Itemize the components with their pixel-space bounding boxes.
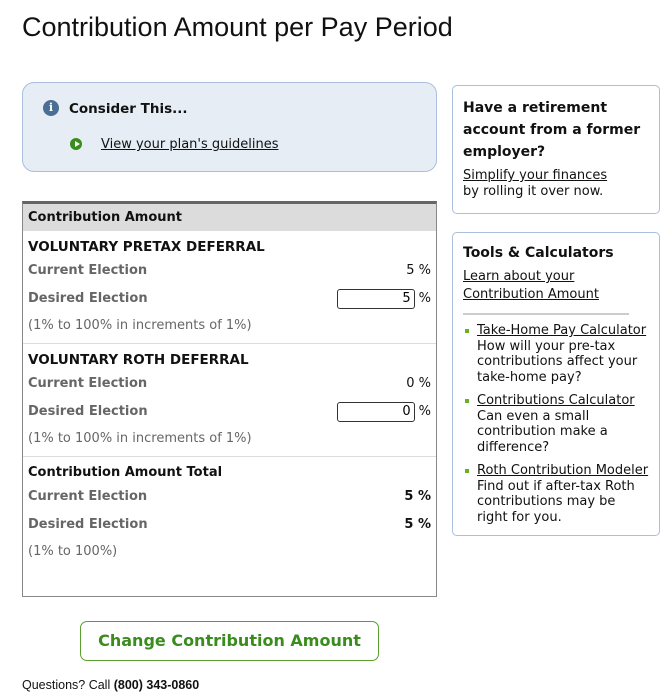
unit: % [418,291,431,306]
unit: % [418,404,431,419]
range-note: (1% to 100% in increments of 1%) [28,431,252,446]
section-title: Contribution Amount Total [28,465,223,480]
tool-item [463,323,649,385]
tools-heading: Tools & Calculators [463,245,614,261]
pretax-desired-input[interactable] [337,289,415,309]
tool-item [463,393,649,455]
consider-heading: Consider This... [69,101,188,117]
total-desired-value: 5 % [404,517,431,532]
footer-questions [22,678,199,692]
tools-panel [452,232,660,536]
tool-description: How will your pre-tax contributions affect your take-home pay? [477,338,638,385]
table-header: Contribution Amount [23,204,436,231]
desired-election-label: Desired Election [28,517,148,532]
roth-contribution-modeler-link[interactable]: Roth Contribution Modeler [477,463,649,478]
desired-election-label: Desired Election [28,404,148,419]
contributions-calculator-link[interactable]: Contributions Calculator [477,393,635,408]
range-note: (1% to 100%) [28,544,118,559]
roth-section [23,344,436,457]
change-contribution-button[interactable]: Change Contribution Amount [80,621,379,661]
current-election-label: Current Election [28,489,148,504]
total-current-value: 5 % [404,489,431,504]
tool-description: Find out if after-tax Roth contributions may be right for you. [477,478,635,525]
rollover-heading: Have a retirement account from a former employer? [463,100,641,160]
questions-label: Questions? Call [22,678,111,692]
section-title: VOLUNTARY ROTH DEFERRAL [28,352,249,368]
current-election-value: 0 % [406,376,431,391]
roth-desired-input[interactable] [337,402,415,422]
tool-description: Can even a small contribution make a difference? [477,408,608,455]
rollover-panel [452,85,660,214]
pretax-section [23,231,436,344]
rollover-text: by rolling it over now. [463,184,604,199]
simplify-finances-link[interactable]: Simplify your finances [463,168,608,183]
tool-item [463,463,649,525]
play-arrow-icon [70,138,82,150]
consider-this-panel [22,82,437,172]
phone-number: (800) 343-0860 [113,678,200,692]
total-section [23,457,436,569]
current-election-label: Current Election [28,376,148,391]
info-icon: i [43,100,59,116]
section-title: VOLUNTARY PRETAX DEFERRAL [28,239,265,255]
divider [463,313,629,315]
take-home-pay-calculator-link[interactable]: Take-Home Pay Calculator [477,323,647,338]
desired-election-label: Desired Election [28,291,148,306]
learn-contribution-link[interactable]: Learn about your Contribution Amount [463,269,599,302]
plan-guidelines-link[interactable]: View your plan's guidelines [101,137,279,152]
page-title: Contribution Amount per Pay Period [22,12,453,42]
contribution-table [22,201,437,597]
current-election-value: 5 % [406,263,431,278]
range-note: (1% to 100% in increments of 1%) [28,318,252,333]
current-election-label: Current Election [28,263,148,278]
